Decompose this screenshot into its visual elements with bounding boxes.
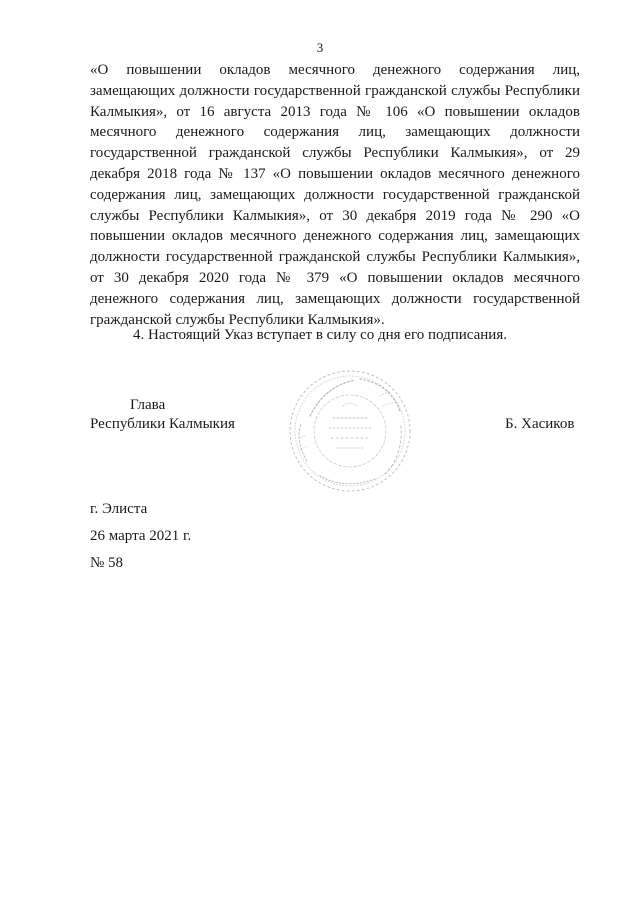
- page-number: 3: [316, 40, 324, 55]
- body-paragraph: «О повышении окладов месячного денежного содержания лиц, замещающих должности государственной гражданской службы Республики Калмыкия», от 16 августа 2013 года № 106 «О повышении окладов месячного денежного содержания лиц, замещающих должности государственной гражданской службы Республики Калмыкия», от 29 декабря 2018 года № 137 «О повышении окладов месячного денежного содержания лиц, замещающих должности государственной гражданской службы Республики Калмыкия», от 30 декабря 2019 года № 290 «О повышении окладов месячного денежного содержания лиц, замещающих должности государственной гражданской службы Республики Калмыкия», от 30 декабря 2020 года № 379 «О повышении окладов месячного денежного содержания лиц, замещающих должности государственной гражданской службы Республики Калмыкия».: [90, 62, 580, 328]
- document-date: 26 марта 2021 г.: [90, 528, 192, 544]
- signatory-title-line1: Глава: [130, 397, 166, 413]
- city: г. Элиста: [90, 501, 148, 517]
- clause-4: 4. Настоящий Указ вступает в силу со дня его подписания.: [133, 327, 507, 343]
- signatory-name: Б. Хасиков: [505, 416, 575, 432]
- document-number: № 58: [90, 555, 124, 571]
- signatory-title-line2: Республики Калмыкия: [90, 416, 235, 432]
- official-seal-stamp: [285, 366, 415, 496]
